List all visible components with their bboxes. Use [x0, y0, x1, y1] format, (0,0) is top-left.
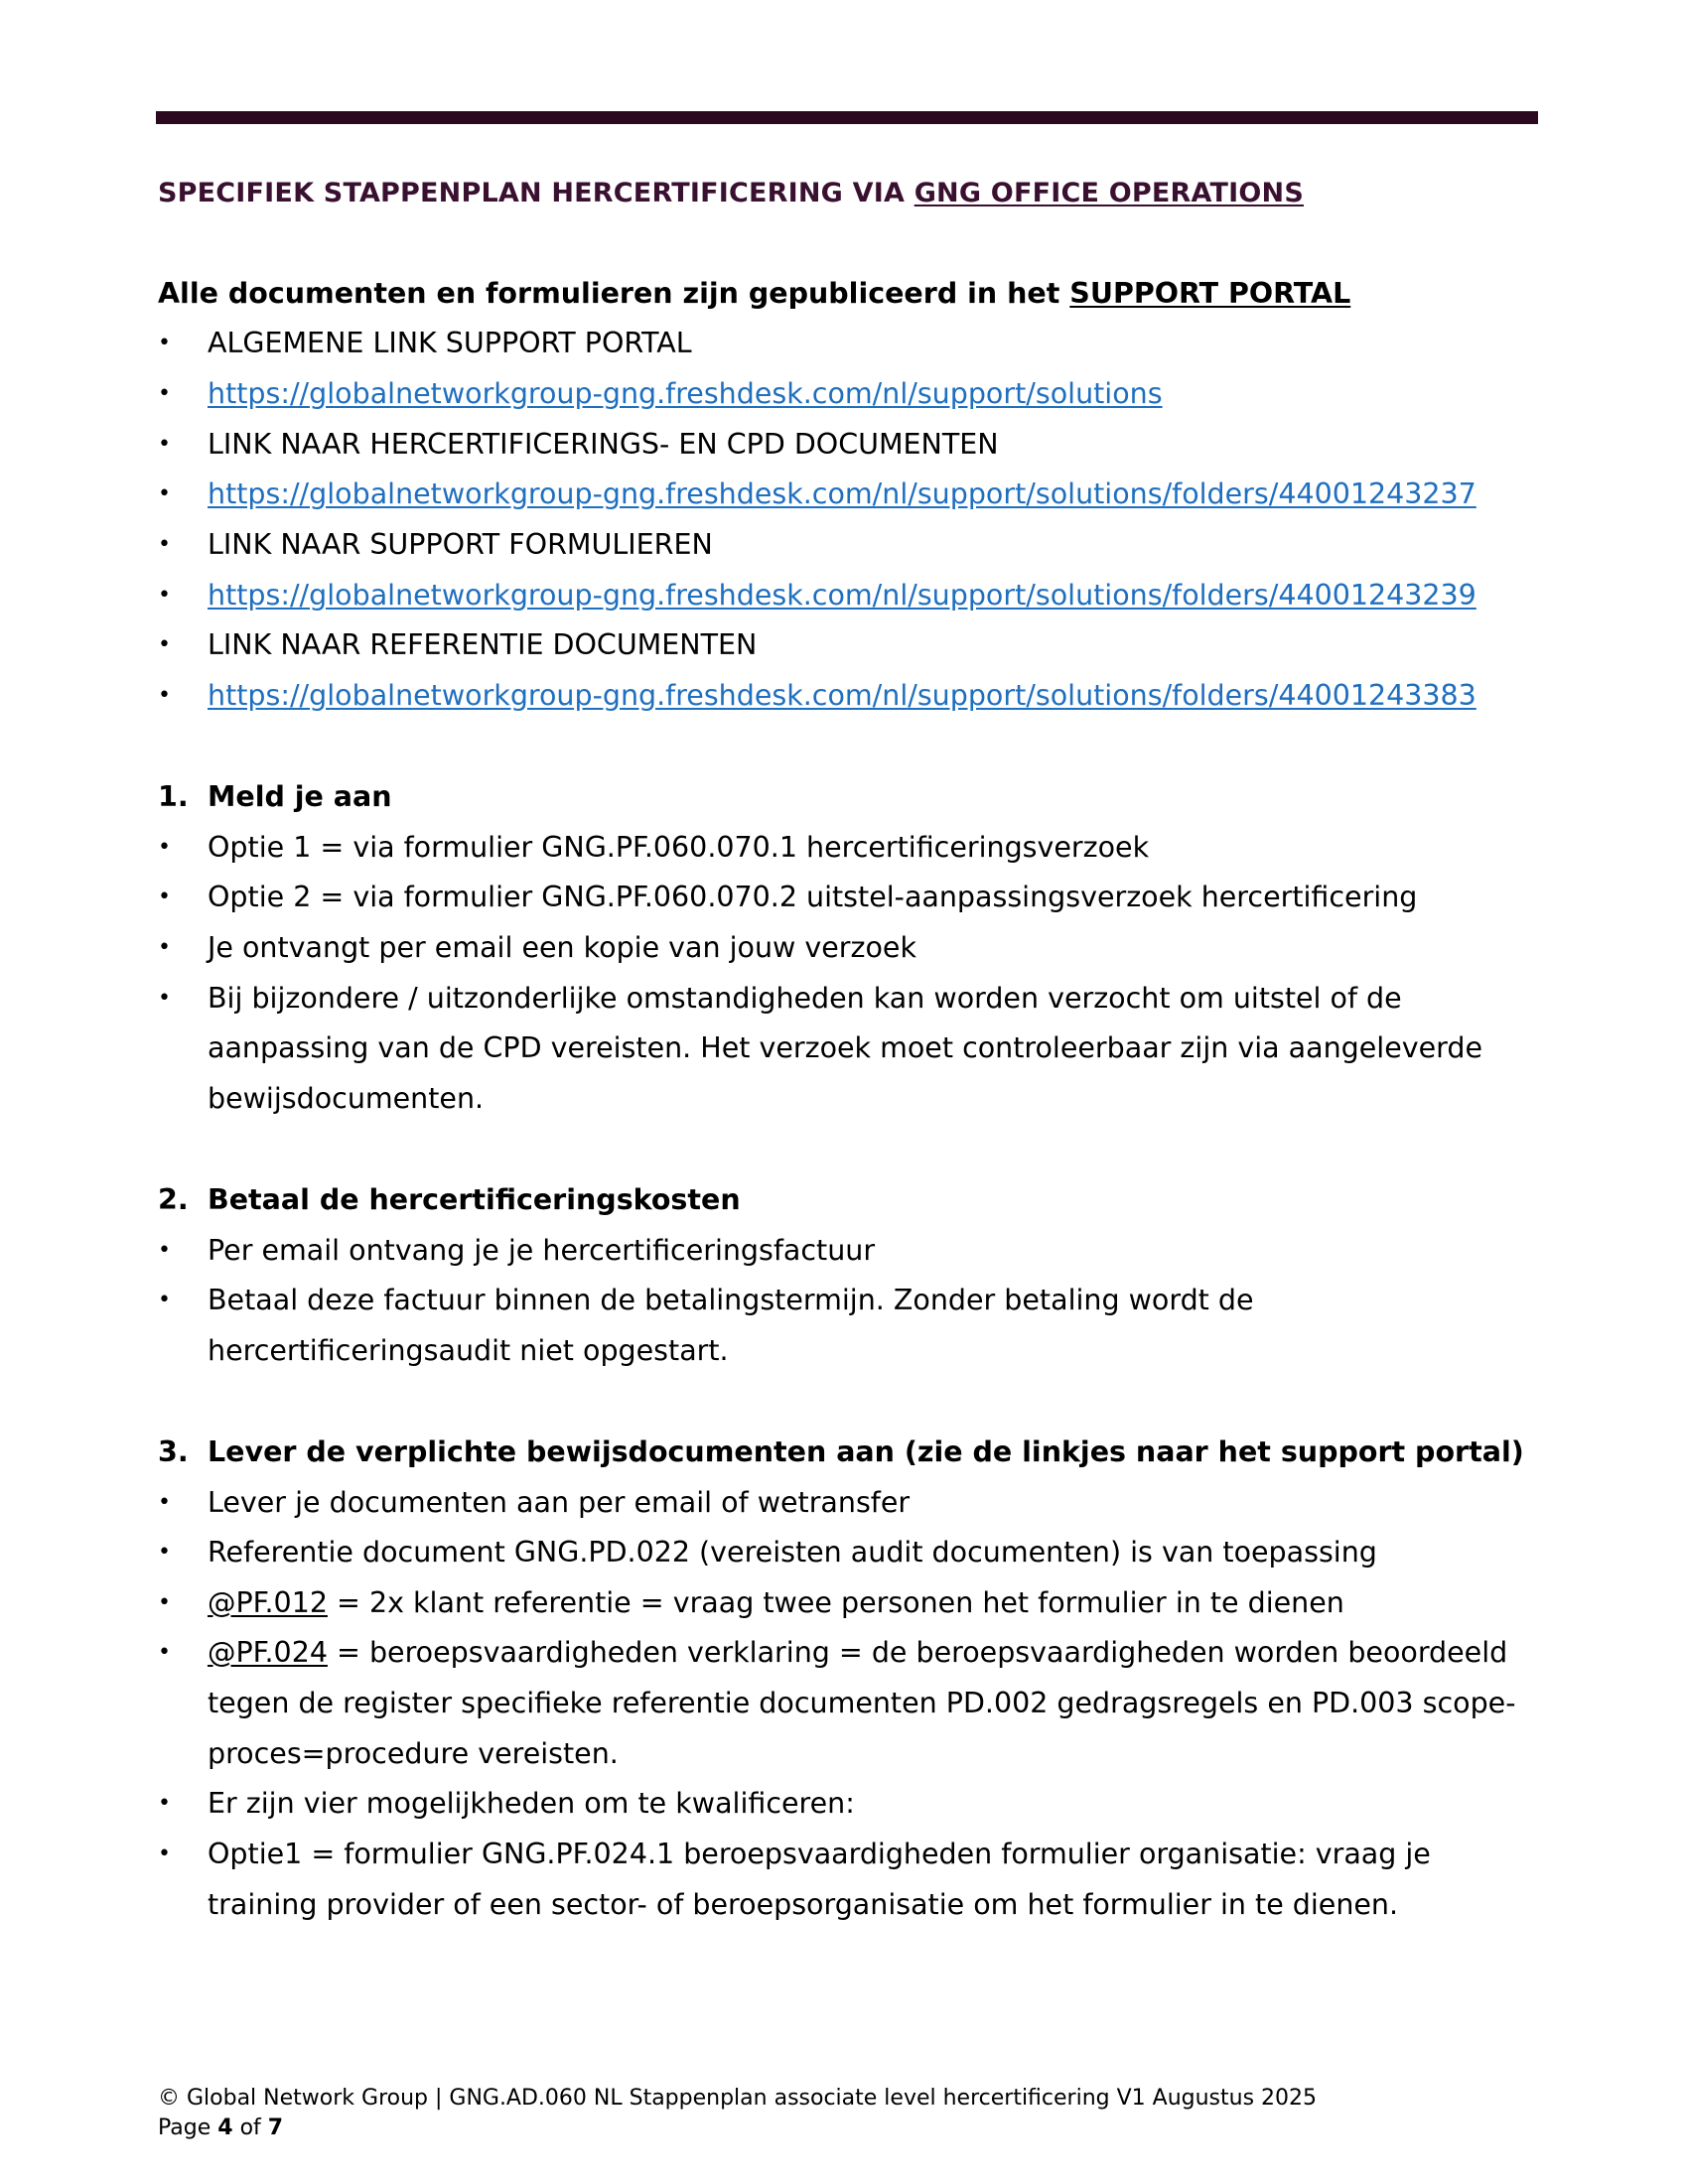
list-item: Je ontvangt per email een kopie van jouw verzoek [208, 931, 916, 964]
bullet: • [158, 1540, 171, 1565]
bullet: • [158, 331, 171, 355]
list-item: LINK NAAR HERCERTIFICERINGS- EN CPD DOCUMENTEN [208, 428, 999, 461]
bullet: • [158, 986, 171, 1011]
intro-heading-text: Alle documenten en formulieren zijn gepubliceerd in het [158, 277, 1070, 310]
list-item-line: tegen de register specifieke referentie documenten PD.002 gedragsregels en PD.003 scope- [208, 1687, 1516, 1719]
bullet: • [158, 1490, 171, 1515]
header-rule [156, 111, 1538, 124]
bullet: • [158, 1590, 171, 1615]
step1-heading: Meld je aan [208, 780, 392, 813]
page-number [158, 2116, 283, 2141]
page-label: Page [158, 2116, 218, 2140]
bullet: • [158, 1288, 171, 1312]
step3-heading: Lever de verplichte bewijsdocumenten aan (zie de linkjes naar het support portal) [208, 1435, 1524, 1468]
intro-heading [158, 277, 1350, 311]
footer-copyright: © Global Network Group | GNG.AD.060 NL Stappenplan associate level hercertificering V1 Augustus 2025 [158, 2086, 1318, 2111]
reference-documents-link[interactable] [208, 679, 1477, 713]
pf012-link[interactable]: @PF.012 [208, 1586, 328, 1619]
list-item: Lever je documenten aan per email of wetransfer [208, 1486, 911, 1519]
bullet: • [158, 432, 171, 457]
list-item: Optie 2 = via formulier GNG.PF.060.070.2 uitstel-aanpassingsverzoek hercertificering [208, 881, 1418, 913]
cpd-documents-url[interactable]: https://globalnetworkgroup-gng.freshdesk.com/nl/support/solutions/folders/44001243237 [208, 478, 1477, 510]
support-forms-url[interactable]: https://globalnetworkgroup-gng.freshdesk.com/nl/support/solutions/folders/44001243239 [208, 579, 1477, 612]
step2-heading: Betaal de hercertificeringskosten [208, 1183, 741, 1216]
bullet: • [158, 935, 171, 960]
bullet: • [158, 532, 171, 557]
cpd-documents-link[interactable] [208, 478, 1477, 511]
list-item: LINK NAAR REFERENTIE DOCUMENTEN [208, 628, 758, 661]
page-total: 7 [267, 2116, 284, 2140]
list-item-line: aanpassing van de CPD vereisten. Het verzoek moet controleerbaar zijn via aangeleverde [208, 1031, 1482, 1064]
bullet: • [158, 1842, 171, 1866]
list-item: LINK NAAR SUPPORT FORMULIEREN [208, 528, 713, 561]
list-item: Er zijn vier mogelijkheden om te kwalificeren: [208, 1787, 855, 1820]
support-solutions-url[interactable]: https://globalnetworkgroup-gng.freshdesk.com/nl/support/solutions [208, 377, 1163, 410]
bullet: • [158, 481, 171, 506]
bullet: • [158, 632, 171, 657]
pf024-text: = beroepsvaardigheden verklaring = de beroepsvaardigheden worden beoordeeld [327, 1636, 1508, 1669]
list-item: Per email ontvang je je hercertificeringsfactuur [208, 1234, 876, 1267]
bullet: • [158, 683, 171, 708]
gng-office-operations-link[interactable]: GNG OFFICE OPERATIONS [914, 178, 1304, 208]
reference-documents-url[interactable]: https://globalnetworkgroup-gng.freshdesk.com/nl/support/solutions/folders/44001243383 [208, 679, 1477, 712]
list-item-line: Optie1 = formulier GNG.PF.024.1 beroepsvaardigheden formulier organisatie: vraag je [208, 1838, 1431, 1870]
support-portal-link[interactable]: SUPPORT PORTAL [1069, 277, 1351, 310]
bullet: • [158, 1791, 171, 1816]
bullet: • [158, 885, 171, 909]
list-item [208, 1636, 1507, 1670]
list-item-line: bewijsdocumenten. [208, 1082, 485, 1115]
bullet: • [158, 835, 171, 860]
step-number: 1. [158, 780, 189, 813]
page-title-prefix: SPECIFIEK STAPPENPLAN HERCERTIFICERING VIA [158, 178, 914, 208]
step-number: 2. [158, 1183, 189, 1216]
bullet: • [158, 1238, 171, 1263]
step-number: 3. [158, 1435, 189, 1468]
list-item-line: hercertificeringsaudit niet opgestart. [208, 1334, 729, 1367]
list-item: ALGEMENE LINK SUPPORT PORTAL [208, 327, 692, 359]
bullet: • [158, 583, 171, 608]
page-current: 4 [217, 2116, 233, 2140]
list-item-line: Bij bijzondere / uitzonderlijke omstandigheden kan worden verzocht om uitstel of de [208, 982, 1402, 1015]
bullet: • [158, 381, 171, 406]
list-item: Optie 1 = via formulier GNG.PF.060.070.1 hercertificeringsverzoek [208, 831, 1150, 864]
support-solutions-link[interactable] [208, 377, 1163, 411]
list-item-line: training provider of een sector- of beroepsorganisatie om het formulier in te dienen. [208, 1888, 1399, 1921]
page-of: of [232, 2116, 268, 2140]
bullet: • [158, 1640, 171, 1665]
pf012-text: = 2x klant referentie = vraag twee personen het formulier in te dienen [327, 1586, 1344, 1619]
list-item-line: Betaal deze factuur binnen de betalingstermijn. Zonder betaling wordt de [208, 1284, 1254, 1316]
list-item: Referentie document GNG.PD.022 (vereisten audit documenten) is van toepassing [208, 1536, 1377, 1569]
page-title [158, 178, 1304, 208]
pf024-link[interactable]: @PF.024 [208, 1636, 328, 1669]
support-forms-link[interactable] [208, 579, 1477, 613]
list-item [208, 1586, 1344, 1620]
list-item-line: proces=procedure vereisten. [208, 1737, 619, 1770]
